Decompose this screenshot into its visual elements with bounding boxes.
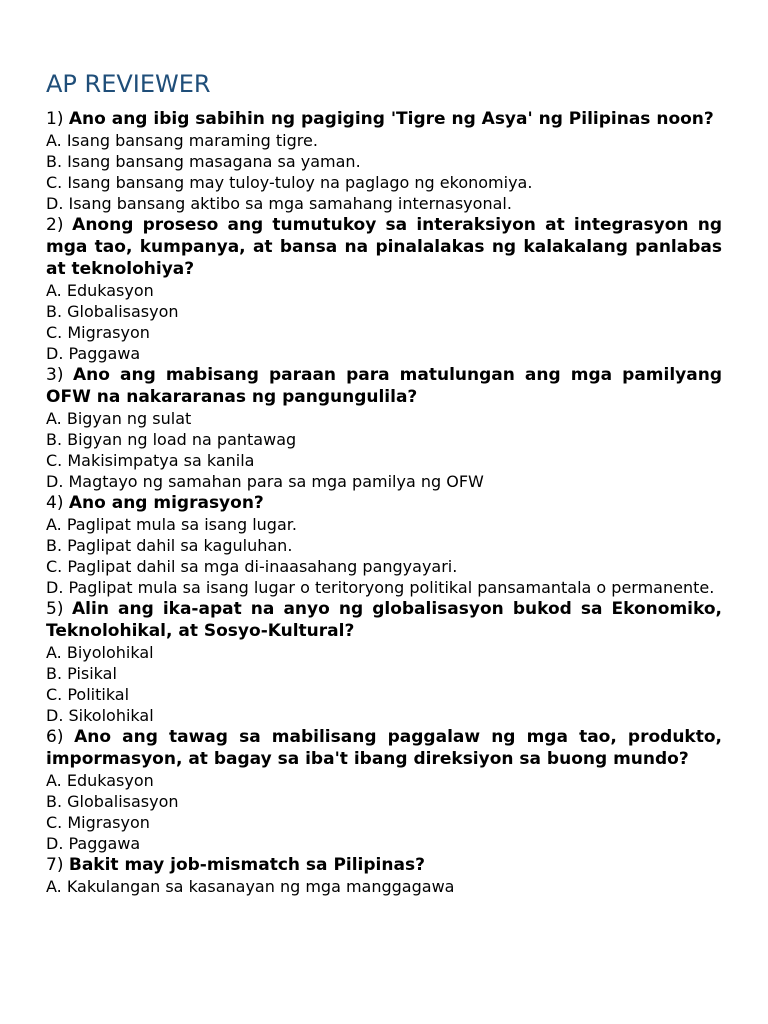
- question-7: [46, 854, 722, 876]
- question-text: Bakit may job-mismatch sa Pilipinas?: [68, 855, 425, 875]
- question-block-5: [46, 598, 722, 726]
- question-text: Ano ang ibig sabihin ng pagiging 'Tigre ng Asya' ng Pilipinas noon?: [68, 109, 714, 129]
- question-text: Ano ang mabisang paraan para matulungan ang mga pamilyang OFW na nakararanas ng pangungulila?: [46, 365, 722, 407]
- option-a: A. Bigyan ng sulat: [46, 409, 192, 428]
- option-c: C. Isang bansang may tuloy-tuloy na paglago ng ekonomiya.: [46, 173, 533, 192]
- question-2: [46, 214, 722, 280]
- option-b: B. Paglipat dahil sa kaguluhan.: [46, 536, 293, 555]
- option-c: C. Migrasyon: [46, 323, 150, 342]
- question-number: 7): [46, 855, 64, 875]
- question-number: 3): [46, 365, 64, 385]
- question-5: [46, 598, 722, 642]
- option-a: A. Edukasyon: [46, 771, 154, 790]
- option-a: A. Edukasyon: [46, 281, 154, 300]
- option-c: C. Politikal: [46, 685, 130, 704]
- option-c: C. Paglipat dahil sa mga di-inaasahang pangyayari.: [46, 557, 458, 576]
- question-block-6: [46, 726, 722, 854]
- question-block-7: [46, 854, 722, 897]
- question-text: Ano ang tawag sa mabilisang paggalaw ng mga tao, produkto, impormasyon, at bagay sa iba't ibang direksiyon sa buong mundo?: [46, 727, 723, 769]
- option-a: A. Paglipat mula sa isang lugar.: [46, 515, 297, 534]
- question-number: 2): [46, 215, 64, 235]
- option-c: C. Migrasyon: [46, 813, 150, 832]
- option-d: D. Paggawa: [46, 834, 141, 853]
- option-d: D. Isang bansang aktibo sa mga samahang internasyonal.: [46, 194, 512, 213]
- question-number: 1): [46, 109, 64, 129]
- question-text: Anong proseso ang tumutukoy sa interaksiyon at integrasyon ng mga tao, kumpanya, at bansa na pinalalakas ng kalakalang panlabas at teknolohiya?: [46, 215, 722, 279]
- option-b: B. Isang bansang masagana sa yaman.: [46, 152, 361, 171]
- option-d: D. Magtayo ng samahan para sa mga pamilya ng OFW: [46, 472, 484, 491]
- option-b: B. Globalisasyon: [46, 302, 179, 321]
- option-b: B. Globalisasyon: [46, 792, 179, 811]
- question-text: Ano ang migrasyon?: [68, 493, 264, 513]
- option-a: A. Kakulangan sa kasanayan ng mga manggagawa: [46, 877, 455, 896]
- question-block-2: [46, 214, 722, 364]
- question-number: 6): [46, 727, 64, 747]
- option-b: B. Pisikal: [46, 664, 117, 683]
- question-number: 5): [46, 599, 64, 619]
- question-block-4: [46, 492, 722, 598]
- option-c: C. Makisimpatya sa kanila: [46, 451, 255, 470]
- question-block-1: [46, 108, 722, 214]
- question-4: [46, 492, 722, 514]
- question-3: [46, 364, 722, 408]
- question-text: Alin ang ika-apat na anyo ng globalisasyon bukod sa Ekonomiko, Teknolohikal, at Sosyo-Kultural?: [46, 599, 722, 641]
- option-d: D. Paglipat mula sa isang lugar o teritoryong politikal pansamantala o permanente.: [46, 578, 715, 597]
- question-number: 4): [46, 493, 64, 513]
- option-d: D. Paggawa: [46, 344, 141, 363]
- option-b: B. Bigyan ng load na pantawag: [46, 430, 297, 449]
- question-block-3: [46, 364, 722, 492]
- option-a: A. Biyolohikal: [46, 643, 154, 662]
- question-1: [46, 108, 722, 130]
- option-d: D. Sikolohikal: [46, 706, 154, 725]
- document-title: AP REVIEWER: [46, 70, 211, 98]
- question-6: [46, 726, 722, 770]
- option-a: A. Isang bansang maraming tigre.: [46, 131, 318, 150]
